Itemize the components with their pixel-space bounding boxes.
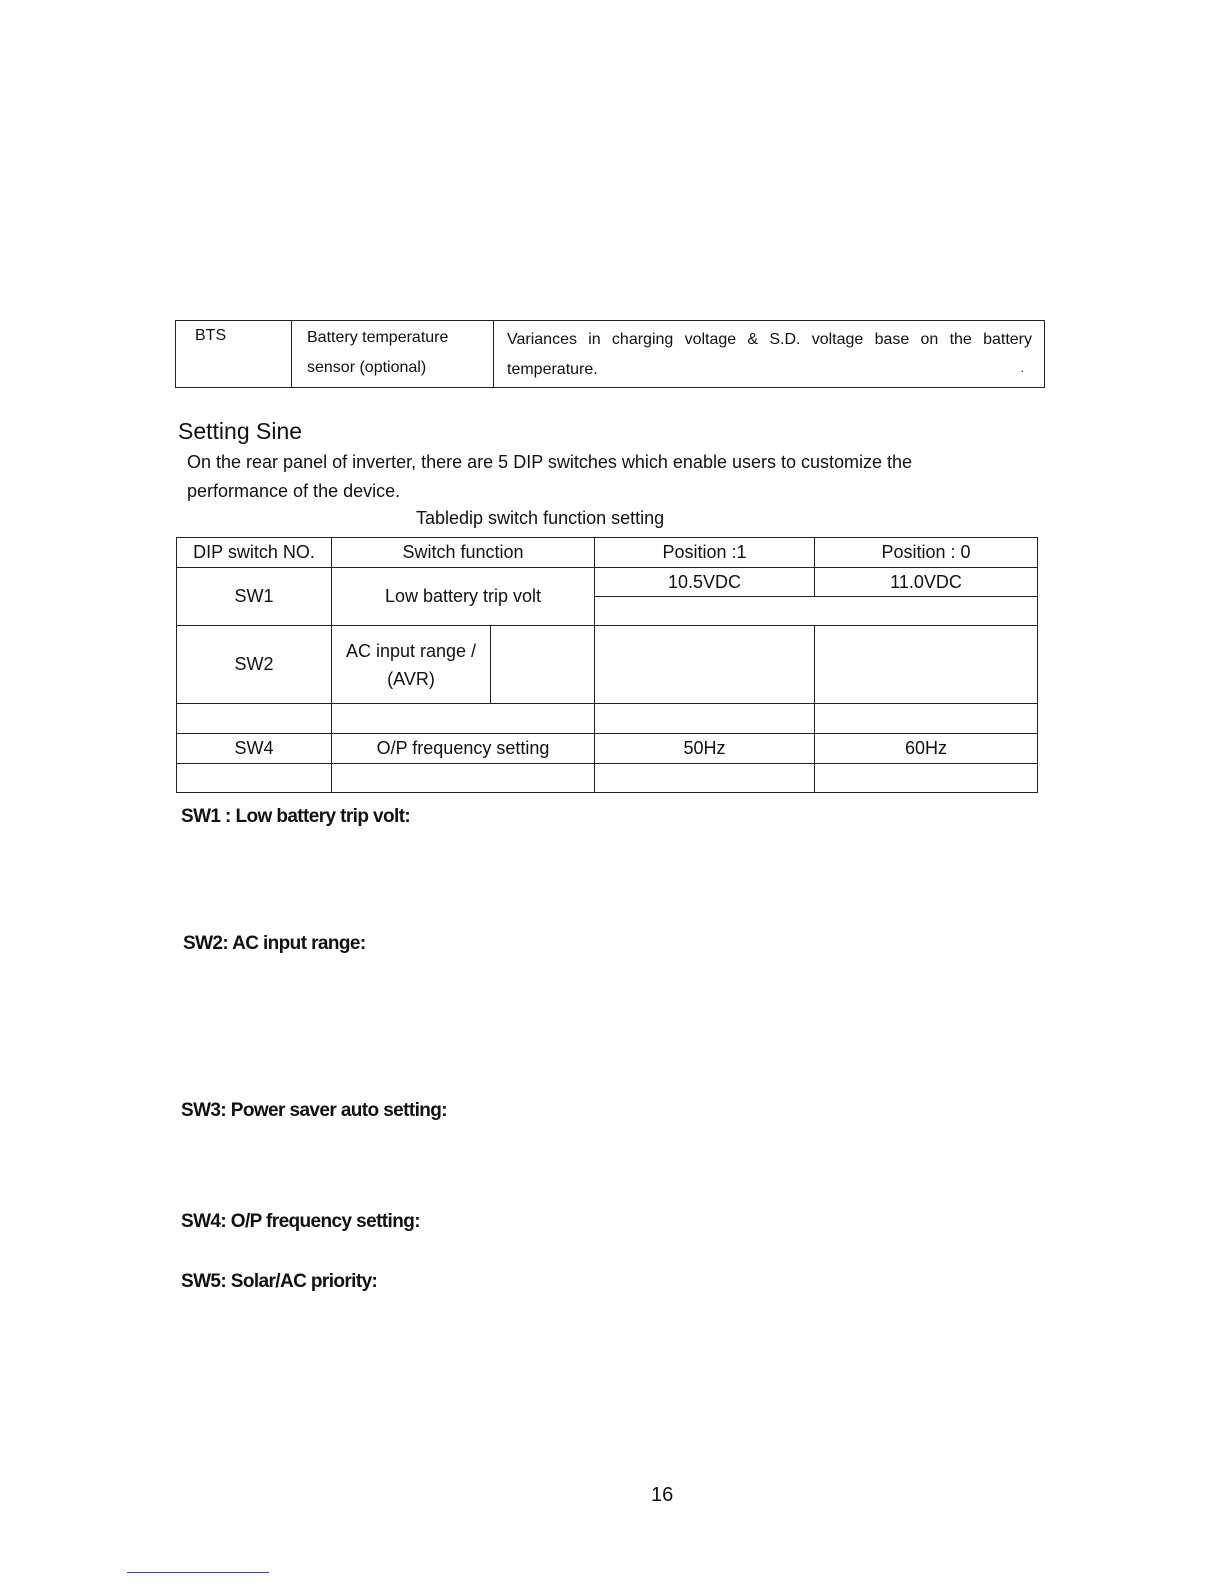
- empty-cell: [815, 704, 1038, 734]
- empty-cell: [332, 704, 595, 734]
- header-cell: Switch function: [332, 538, 595, 568]
- bts-desc-line1: Variances in charging voltage & S.D. voltage base on the battery: [507, 331, 1032, 348]
- sw3-heading: SW3: Power saver auto setting:: [181, 1100, 448, 1121]
- bts-description-cell: [494, 321, 1045, 388]
- bts-desc-line2: temperature.: [507, 361, 598, 378]
- dip-switch-table: [176, 537, 1038, 793]
- switch-no-cell: SW4: [177, 734, 332, 764]
- switch-function-cell: Low battery trip volt: [332, 568, 595, 626]
- sw1-heading: SW1 : Low battery trip volt:: [181, 806, 411, 827]
- trailing-mark: .: [1020, 361, 1024, 375]
- table-caption: Tabledip switch function setting: [416, 508, 665, 528]
- position-1-cell: 50Hz: [595, 734, 815, 764]
- table-row: [177, 626, 1038, 704]
- table-row: [177, 704, 1038, 734]
- position-0-cell: 11.0VDC: [815, 568, 1038, 597]
- footer-divider: [127, 1572, 269, 1573]
- table-row: [177, 764, 1038, 793]
- switch-function-cell: O/P frequency setting: [332, 734, 595, 764]
- table-row: [177, 734, 1038, 764]
- switch-no-cell: SW1: [177, 568, 332, 626]
- bts-name-line1: Battery temperature: [307, 329, 449, 346]
- sw4-heading: SW4: O/P frequency setting:: [181, 1211, 420, 1232]
- empty-cell: [815, 626, 1038, 704]
- empty-cell: [177, 764, 332, 793]
- position-1-cell: 10.5VDC: [595, 568, 815, 597]
- empty-cell: [177, 704, 332, 734]
- section-title: Setting Sine: [178, 418, 303, 444]
- table-header-row: [177, 538, 1038, 568]
- empty-cell: [491, 626, 595, 704]
- header-cell: Position :1: [595, 538, 815, 568]
- switch-no-cell: SW2: [177, 626, 332, 704]
- empty-cell: [595, 704, 815, 734]
- sw5-heading: SW5: Solar/AC priority:: [181, 1271, 378, 1292]
- empty-cell: [332, 764, 595, 793]
- bts-code-cell: BTS: [176, 321, 292, 388]
- table-row: [177, 568, 1038, 597]
- header-cell: DIP switch NO.: [177, 538, 332, 568]
- empty-cell: [815, 764, 1038, 793]
- sw2-heading: SW2: AC input range:: [183, 933, 366, 954]
- sw2-function-line1: AC input range /: [345, 640, 477, 661]
- intro-paragraph: On the rear panel of inverter, there are 5 DIP switches which enable users to customize the performance of the device.: [187, 452, 913, 501]
- table-row: [176, 321, 1045, 388]
- empty-cell: [595, 626, 815, 704]
- empty-cell: [595, 597, 1038, 626]
- bts-table: [175, 320, 1045, 388]
- header-cell: Position : 0: [815, 538, 1038, 568]
- sw2-function-line2: (AVR): [387, 668, 435, 689]
- switch-function-cell: [332, 626, 491, 704]
- bts-name-line2: sensor (optional): [307, 359, 427, 376]
- empty-cell: [595, 764, 815, 793]
- page-number: 16: [651, 1484, 674, 1506]
- position-0-cell: 60Hz: [815, 734, 1038, 764]
- bts-name-cell: [292, 321, 494, 388]
